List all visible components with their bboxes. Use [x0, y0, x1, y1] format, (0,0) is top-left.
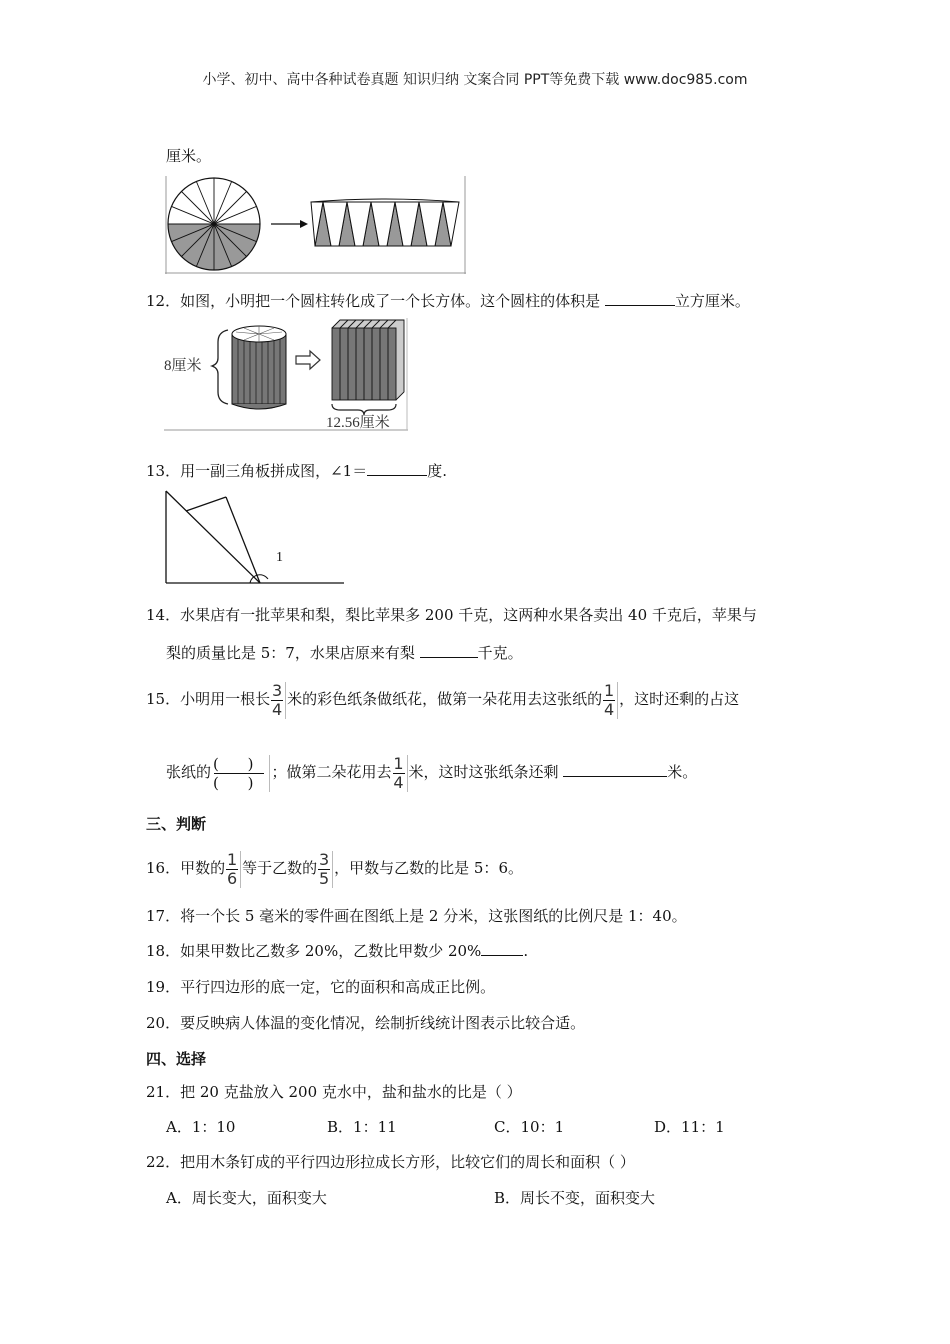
q18-text: 18．如果甲数比乙数多 20%，乙数比甲数少 20%: [146, 942, 482, 960]
q13-answer-blank[interactable]: [367, 461, 427, 476]
q12-text: 如图，小明把一个圆柱转化成了一个长方体。这个圆柱的体积是: [180, 292, 605, 310]
q22-option-b[interactable]: B．周长不变，面积变大: [494, 1189, 656, 1207]
triangle-rulers-figure: [164, 489, 346, 585]
question-17: 17．将一个长 5 毫米的零件画在图纸上是 2 分米，这张图纸的比例尺是 1：40。: [146, 907, 687, 925]
q15-answer-blank[interactable]: [563, 762, 667, 777]
q14-text-2: 梨的质量比是 5：7，水果店原来有梨: [166, 644, 420, 662]
question-13: [146, 461, 447, 481]
cylinder-to-cuboid-figure: [164, 318, 409, 432]
question-14-line-2: [166, 643, 523, 663]
q16-text-b: 等于乙数的: [242, 859, 318, 877]
q16-text-a: 甲数的: [180, 859, 226, 877]
question-18: [146, 941, 528, 961]
q16-text-c: ，甲数与乙数的比是 5：6。: [334, 859, 523, 877]
question-20: 20．要反映病人体温的变化情况，绘制折线统计图表示比较合适。: [146, 1014, 586, 1032]
question-14-line-1: [146, 605, 757, 625]
q13-number: 13．: [146, 462, 181, 480]
q15-text-e: ；做第二朵花用去: [271, 763, 392, 781]
q15-fraction-used: $\frac{1}{4}$: [603, 682, 618, 719]
q18-answer-blank[interactable]: [481, 941, 523, 956]
q16-fraction-2: $\frac{3}{5}$: [318, 851, 333, 888]
circle-rearrange-figure: [165, 176, 467, 274]
question-15-line-1: [146, 679, 739, 719]
q22-option-a[interactable]: A．周长变大，面积变大: [166, 1189, 327, 1207]
q14-number: 14．: [146, 606, 181, 624]
q14-answer-blank[interactable]: [420, 643, 478, 658]
question-22: 22．把用木条钉成的平行四边形拉成长方形，比较它们的周长和面积（ ）: [146, 1153, 635, 1171]
q11-tail: 厘米。: [166, 147, 212, 165]
q15-answer-fraction[interactable]: ( ) ( ): [213, 755, 269, 792]
length-label: 12.56厘米: [326, 415, 390, 431]
question-21: 21．把 20 克盐放入 200 克水中，盐和盐水的比是（ ）: [146, 1083, 522, 1101]
q21-option-c[interactable]: C．10：1: [494, 1118, 565, 1136]
q12-answer-blank[interactable]: [605, 291, 675, 306]
q12-number: 12．: [146, 292, 181, 310]
height-label: 8厘米: [164, 358, 202, 374]
q14-unit: 千克。: [477, 644, 523, 662]
angle-1-label: 1: [276, 550, 283, 565]
q16-fraction-1: $\frac{1}{6}$: [226, 851, 241, 888]
question-12: [146, 291, 750, 311]
q21-option-b[interactable]: B．1：11: [327, 1118, 397, 1136]
page-header: 小学、初中、高中各种试卷真题 知识归纳 文案合同 PPT等免费下载 www.doc985.com: [202, 72, 748, 88]
q15-number: 15．: [146, 690, 181, 708]
q15-text-d: 张纸的: [166, 763, 212, 781]
section-3-title: 三、判断: [146, 815, 207, 833]
q15-unit: 米。: [667, 763, 698, 781]
section-4-title: 四、选择: [146, 1050, 207, 1068]
q21-option-d[interactable]: D．11：1: [654, 1118, 725, 1136]
q15-text-f: 米，这时这张纸条还剩: [408, 763, 564, 781]
question-15-line-2: [166, 752, 697, 792]
q15-text-a: 小明用一根长: [180, 690, 271, 708]
q15-fraction-length: $\frac{3}{4}$: [271, 682, 286, 719]
q13-text: 用一副三角板拼成图，∠1＝: [180, 462, 368, 480]
q16-number: 16．: [146, 859, 181, 877]
q14-text-1: 水果店有一批苹果和梨，梨比苹果多 200 千克，这两种水果各卖出 40 千克后，苹果与: [180, 606, 757, 624]
q13-unit: 度.: [427, 462, 447, 480]
q15-text-c: ，这时还剩的占这: [619, 690, 740, 708]
q18-tail: .: [523, 942, 529, 960]
q15-text-b: 米的彩色纸条做纸花，做第一朵花用去这张纸的: [287, 690, 603, 708]
q12-unit: 立方厘米。: [674, 292, 750, 310]
q21-option-a[interactable]: A．1：10: [166, 1118, 236, 1136]
q15-fraction-second: $\frac{1}{4}$: [393, 755, 408, 792]
question-16: [146, 848, 523, 888]
question-19: 19．平行四边形的底一定，它的面积和高成正比例。: [146, 978, 496, 996]
